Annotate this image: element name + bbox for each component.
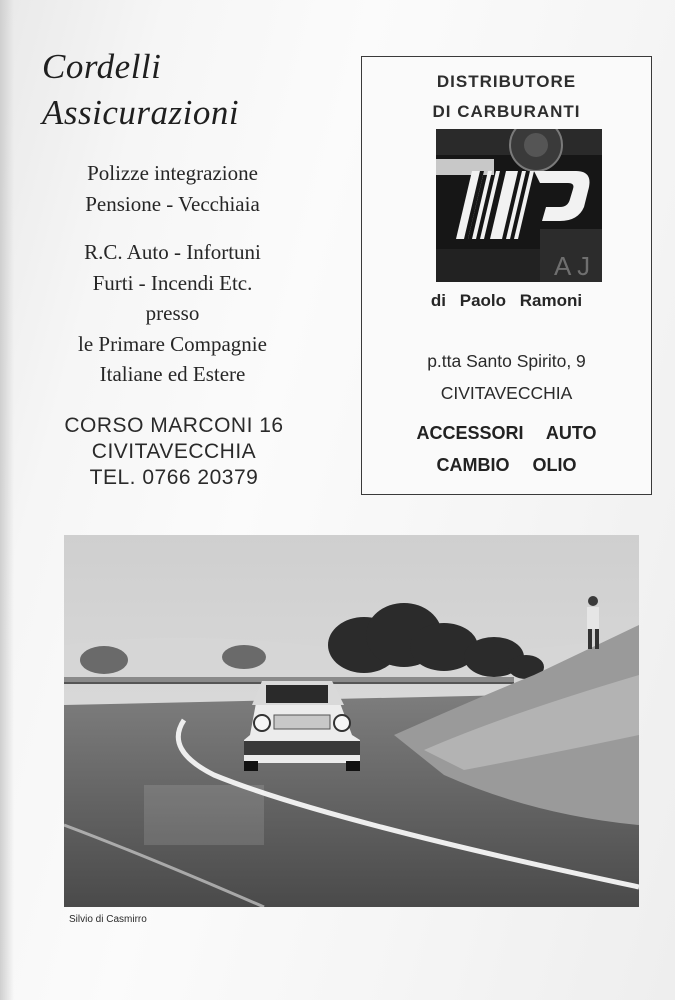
service-line: Italiane ed Estere (99, 362, 246, 386)
fuel-heading-line-1: DISTRIBUTORE (436, 72, 577, 91)
fuel-heading (362, 67, 651, 127)
ip-logo-graphic (436, 129, 602, 282)
rally-car-scene (64, 535, 639, 907)
page-edge-shadow (0, 0, 14, 1000)
photo-caption: Silvio di Casmirro (69, 914, 147, 925)
service-line: Polizze integrazione (87, 161, 258, 185)
fuel-services (362, 417, 651, 481)
insurance-brand (42, 44, 332, 136)
brand-line-1: Cordelli (42, 47, 162, 86)
fuel-address: p.tta Santo Spirito, 9 (427, 351, 586, 371)
service-line: Pensione - Vecchiaia (85, 191, 260, 216)
insurance-contact (34, 413, 314, 491)
service-line: Furti - Incendi Etc. (92, 270, 253, 295)
service-line: R.C. Auto - Infortuni (84, 240, 261, 264)
service-line: presso (145, 301, 200, 325)
brand-line-2: Assicurazioni (42, 93, 240, 132)
fuel-service-line: ACCESSORI AUTO (416, 423, 597, 443)
insurance-phone: TEL. 0766 20379 (89, 466, 259, 489)
insurance-services (30, 158, 315, 390)
fuel-owner: di Paolo Ramoni (430, 291, 583, 310)
spacer (30, 219, 315, 237)
fuel-city: CIVITAVECCHIA (440, 383, 573, 403)
ip-logo-photo (436, 129, 602, 282)
fuel-heading-line-2: DI CARBURANTI (432, 102, 581, 121)
fuel-distributor-ad (361, 56, 652, 495)
service-line: le Primare Compagnie (78, 331, 267, 356)
fuel-service-line: CAMBIO OLIO (436, 455, 577, 475)
svg-text:A J: A J (554, 251, 591, 281)
fuel-address-block (362, 345, 651, 409)
insurance-city: CIVITAVECCHIA (91, 440, 257, 463)
insurance-address: CORSO MARCONI 16 (64, 414, 284, 437)
rally-car-photo (64, 535, 639, 907)
